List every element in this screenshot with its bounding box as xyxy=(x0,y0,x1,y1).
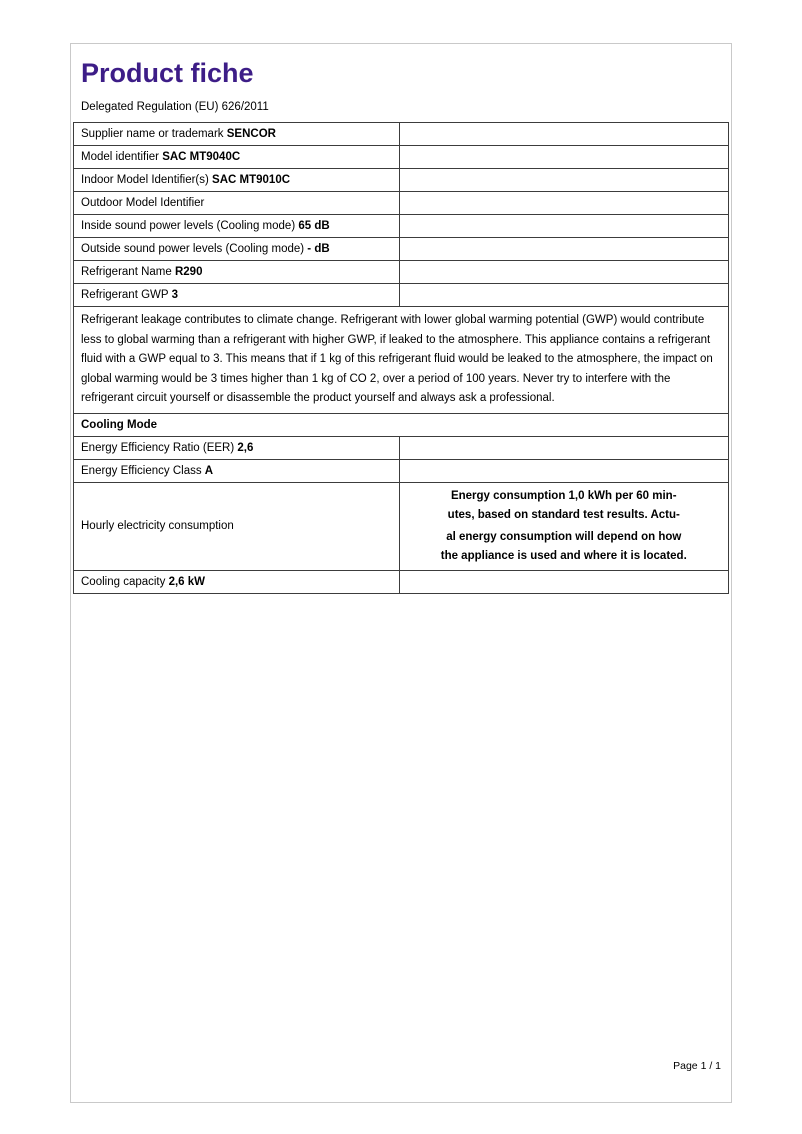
table-row xyxy=(74,261,729,284)
field-cooling-capacity xyxy=(74,570,400,593)
field-value: A xyxy=(204,464,214,477)
field-label: Refrigerant GWP xyxy=(81,289,169,301)
field-value: SENCOR xyxy=(226,128,276,140)
section-header-cooling-mode: Cooling Mode xyxy=(74,413,729,436)
refrigerant-note: Refrigerant leakage contributes to climate change. Refrigerant with lower global warming potential (GWP) would contribute less to global warming than a refrigerant with higher GWP, if leaked to the atmosphere. This appliance contains a refrigerant fluid with a GWP equal to 3. This means that if 1 kg of this refrigerant fluid would be leaked to the atmosphere, the impact on global warming would be 3 times higher than 1 kg of CO 2, over a period of 100 years. Never try to interfere with the refrigerant circuit yourself or disassemble the product yourself and always ask a professional. xyxy=(74,307,729,414)
value-cell-empty xyxy=(399,570,728,593)
value-cell-empty xyxy=(399,284,728,307)
value-cell-empty xyxy=(399,436,728,459)
field-hourly-consumption: Hourly electricity consumption xyxy=(74,482,400,570)
table-row xyxy=(74,192,729,215)
table-row xyxy=(74,284,729,307)
field-value: 2,6 kW xyxy=(168,575,206,588)
field-label: Refrigerant Name xyxy=(81,266,172,278)
value-cell-empty xyxy=(399,238,728,261)
table-row xyxy=(74,307,729,414)
table-row xyxy=(74,482,729,570)
document-page xyxy=(70,43,732,1103)
field-label: Indoor Model Identifier(s) xyxy=(81,174,209,186)
hourly-note-line: utes, based on standard test results. Actu- xyxy=(447,508,680,521)
field-value: SAC MT9010C xyxy=(212,174,291,186)
hourly-note-line: Energy consumption 1,0 kWh per 60 min- xyxy=(450,489,677,502)
page-title: Product fiche xyxy=(81,58,254,88)
page-number: Page 1 / 1 xyxy=(673,1060,721,1072)
field-refrigerant-name xyxy=(74,261,400,284)
product-fiche-table xyxy=(73,122,729,594)
value-cell-empty xyxy=(399,146,728,169)
hourly-note-line: the appliance is used and where it is located. xyxy=(440,549,687,562)
field-label: Energy Efficiency Ratio (EER) xyxy=(81,441,235,454)
regulation-subtitle: Delegated Regulation (EU) 626/2011 xyxy=(81,101,269,113)
table-row xyxy=(74,238,729,261)
value-cell-empty xyxy=(399,215,728,238)
hourly-consumption-note xyxy=(399,482,728,570)
table-row xyxy=(74,146,729,169)
field-inside-sound-power xyxy=(74,215,400,238)
field-value: R290 xyxy=(174,266,203,278)
field-supplier-name xyxy=(74,123,400,146)
table-row xyxy=(74,215,729,238)
field-label: Cooling capacity xyxy=(81,575,166,588)
field-label: Supplier name or trademark xyxy=(81,128,224,140)
value-cell-empty xyxy=(399,169,728,192)
hourly-note-line: al energy consumption will depend on how xyxy=(446,530,682,543)
value-cell-empty xyxy=(399,192,728,215)
field-value: 2,6 xyxy=(237,441,254,454)
table-row xyxy=(74,123,729,146)
field-value: - dB xyxy=(307,243,330,255)
table-row xyxy=(74,436,729,459)
field-eer xyxy=(74,436,400,459)
field-label: Inside sound power levels (Cooling mode) xyxy=(81,220,296,232)
field-energy-class xyxy=(74,459,400,482)
field-value: 3 xyxy=(171,289,178,301)
field-value: SAC MT9040C xyxy=(162,151,241,163)
field-label: Energy Efficiency Class xyxy=(81,464,202,477)
value-cell-empty xyxy=(399,123,728,146)
table-row xyxy=(74,570,729,593)
field-value: 65 dB xyxy=(298,220,330,232)
value-cell-empty xyxy=(399,261,728,284)
field-refrigerant-gwp xyxy=(74,284,400,307)
field-indoor-model xyxy=(74,169,400,192)
field-model-identifier xyxy=(74,146,400,169)
table-row xyxy=(74,169,729,192)
value-cell-empty xyxy=(399,459,728,482)
field-label: Outside sound power levels (Cooling mode) xyxy=(81,243,305,255)
field-label: Model identifier xyxy=(81,151,159,163)
document-header xyxy=(71,44,731,113)
table-row xyxy=(74,413,729,436)
table-row xyxy=(74,459,729,482)
field-outside-sound-power xyxy=(74,238,400,261)
field-label: Outdoor Model Identifier xyxy=(81,197,205,209)
field-outdoor-model xyxy=(74,192,400,215)
